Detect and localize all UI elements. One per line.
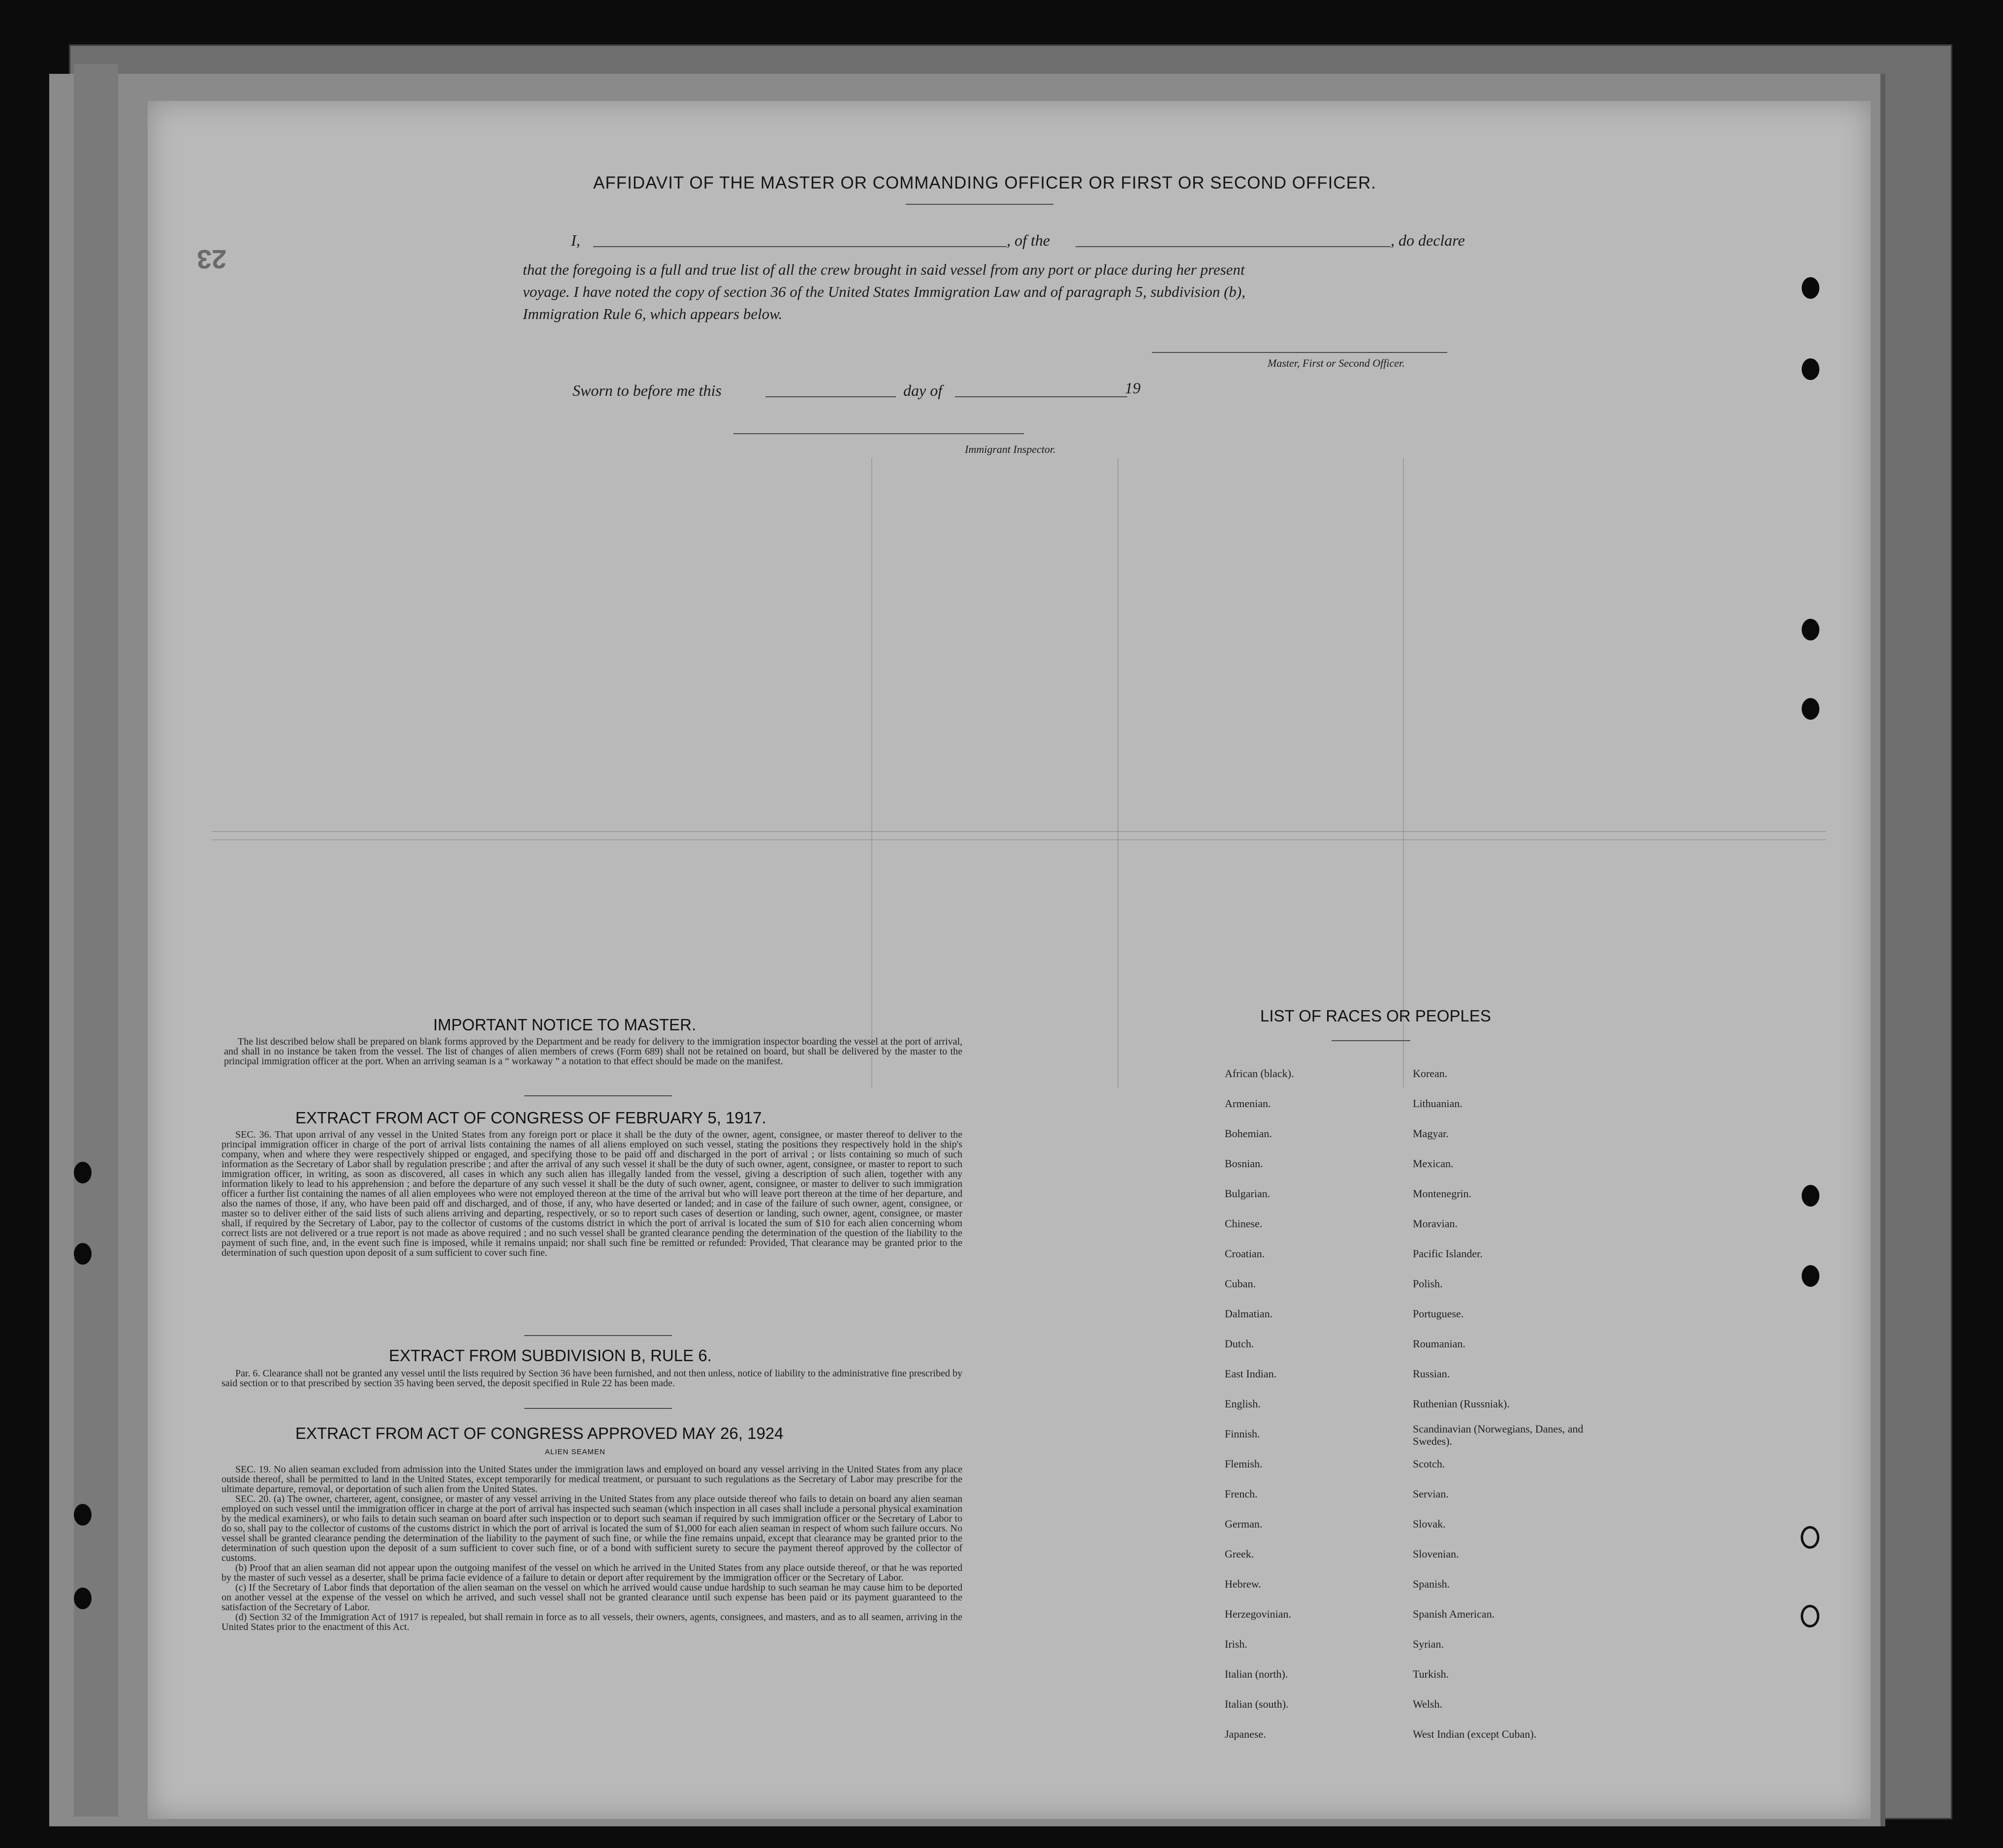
races-title: LIST OF RACES OR PEOPLES xyxy=(1260,1007,1491,1025)
sworn-day-blank xyxy=(765,396,896,397)
race-item: Slovenian. xyxy=(1413,1548,1459,1560)
notice-title: IMPORTANT NOTICE TO MASTER. xyxy=(433,1016,697,1034)
race-item: Syrian. xyxy=(1413,1638,1444,1650)
race-item: Mexican. xyxy=(1413,1157,1454,1170)
race-item: Korean. xyxy=(1413,1067,1448,1080)
section-divider xyxy=(524,1095,672,1096)
punch-hole xyxy=(74,1162,92,1183)
affidavit-title: AFFIDAVIT OF THE MASTER OR COMMANDING OFFICER OR FIRST OR SECOND OFFICER. xyxy=(593,173,1377,192)
punch-hole xyxy=(74,1504,92,1526)
punch-hole xyxy=(1802,619,1819,640)
punch-hole xyxy=(1802,698,1819,720)
punch-hole xyxy=(74,1243,92,1265)
binding-edge xyxy=(74,64,118,1816)
races-underline xyxy=(1332,1040,1410,1041)
race-item: Greek. xyxy=(1225,1548,1254,1560)
race-item: German. xyxy=(1225,1518,1263,1530)
affidavit-line-4: Immigration Rule 6, which appears below. xyxy=(523,305,783,322)
race-item: Spanish American. xyxy=(1413,1608,1495,1620)
extract-rule6-text xyxy=(222,1369,962,1388)
race-item: Italian (north). xyxy=(1225,1668,1288,1680)
punch-hole xyxy=(1802,358,1819,380)
race-item: Bulgarian. xyxy=(1225,1187,1271,1200)
races-left-column xyxy=(1225,1058,1294,1749)
extract-1917-text xyxy=(222,1130,962,1258)
sec-20b-paragraph: (b) Proof that an alien seaman did not appear upon the outgoing manifest of the vessel on which he arrived in the United States from any place outside thereof, or that he was reported by the master of such vessel as a deserter, shall be prima facie evidence of a failure to detain or deport after requirement by the immigration officer or the Secretary of Labor. xyxy=(222,1562,962,1583)
race-item: Bosnian. xyxy=(1225,1157,1263,1170)
section-36-paragraph: SEC. 36. That upon arrival of any vessel in the United States from any foreign port or place it shall be the duty of the owner, agent, consignee, or master thereof to deliver to the principal immigration officer in charge of the port of arrival lists containing the names of all aliens employed on such vessel, stating the positions they respectively hold in the ship's company, when and where they were respectively shipped or engaged, and specifying those to be paid off and discharged in the port of arrival ; or lists containing so much of such information as the Secretary of Labor shall by regulation prescribe ; and after the arrival of any such vessel it shall be the duty of such owner, agent, consignee, or master to report to such immigration officer, in writing, as soon as discovered, all cases in which any such alien has illegally landed from the vessel, giving a description of such alien, together with any information likely to lead to his apprehension ; and before the departure of any such vessel it shall be the duty of such owner, agent, consignee, or master to deliver to such immigration officer a further list containing the names of all alien employees who were not employed thereon at the time of the arrival but who will leave port thereon at the time of her departure, and also the names of those, if any, who have been paid off and discharged, and of those, if any, who have deserted or landed; and in case of the failure of such owner, agent, consignee, or master so to deliver either of the said lists of such aliens arriving and departing, respectively, or so to report such cases of desertion or landing, such owner, agent, consignee, or master shall, if required by the Secretary of Labor, pay to the collector of customs of the customs district in which the port of arrival is located the sum of $10 for each alien concerning whom correct lists are not delivered or a true report is not made as above required ; and no such vessel shall be granted clearance pending the determination of the question of the liability to the payment of such fine, and, in the event such fine is imposed, while it remains unpaid; nor shall such fine be remitted or refunded: Provided, That clearance may be granted prior to the determination of such question upon deposit of a sum sufficient to cover such fine. xyxy=(222,1129,962,1258)
race-item: Magyar. xyxy=(1413,1127,1449,1140)
inspector-signature-line xyxy=(733,433,1024,434)
sec-20c-paragraph: (c) If the Secretary of Labor finds that deportation of the alien seaman on the vessel on which he arrived would cause undue hardship to such seaman he may cause him to be deported on another vessel at the expense of the vessel on which he arrived, and such vessel shall not be granted clearance until such expense has been paid or its payment guaranteed to the satisfaction of the Secretary of Labor. xyxy=(222,1582,962,1613)
signature-line xyxy=(1152,352,1447,353)
day-of-text: day of xyxy=(903,382,943,399)
race-item: Montenegrin. xyxy=(1413,1187,1472,1200)
race-item: Scandinavian (Norwegians, Danes, and Swedes). xyxy=(1413,1423,1584,1447)
race-item: Cuban. xyxy=(1225,1277,1256,1290)
race-item: Italian (south). xyxy=(1225,1698,1289,1710)
race-item: Dalmatian. xyxy=(1225,1307,1273,1320)
race-item: Herzegovinian. xyxy=(1225,1608,1291,1620)
extract-rule6-title: EXTRACT FROM SUBDIVISION B, RULE 6. xyxy=(389,1346,712,1365)
race-item: Flemish. xyxy=(1225,1458,1263,1470)
race-item: Bohemian. xyxy=(1225,1127,1272,1140)
race-item: Finnish. xyxy=(1225,1428,1260,1440)
punch-hole xyxy=(1802,1265,1819,1287)
race-item: English. xyxy=(1225,1398,1261,1410)
punch-hole xyxy=(1801,1605,1819,1627)
race-item: Croatian. xyxy=(1225,1247,1265,1260)
punch-hole xyxy=(1802,277,1819,299)
affidavit-declare: , do declare xyxy=(1391,231,1465,249)
race-item: Spanish. xyxy=(1413,1578,1450,1590)
sec-20d-paragraph: (d) Section 32 of the Immigration Act of 1917 is repealed, but shall remain in force as to all vessels, their owners, agents, consignees, and masters, and as to all seamen, arriving in the United States prior to the enactment of this Act. xyxy=(222,1612,962,1632)
punch-hole xyxy=(74,1588,92,1609)
affidavit-line-2: that the foregoing is a full and true list of all the crew brought in said vessel from any port or place during her present xyxy=(523,261,1245,278)
race-item: Pacific Islander. xyxy=(1413,1247,1483,1260)
race-item: Japanese. xyxy=(1225,1728,1266,1740)
master-label: Master, First or Second Officer. xyxy=(1268,357,1405,369)
month-blank xyxy=(955,396,1127,397)
bleed-rule xyxy=(1117,458,1118,1088)
race-item: Chinese. xyxy=(1225,1217,1263,1230)
race-item: Portuguese. xyxy=(1413,1307,1464,1320)
race-item: Russian. xyxy=(1413,1368,1450,1380)
race-item: Dutch. xyxy=(1225,1338,1254,1350)
sec-19-paragraph: SEC. 19. No alien seaman excluded from admission into the United States under the immigration laws and employed on board any vessel arriving in the United States from any place outside thereof, shall be permitted to land in the United States, except temporarily for medical treatment, or pursuant to such regulations as the Secretary of Labor may prescribe for the ultimate departure, removal, or deportation of such alien from the United States. xyxy=(222,1464,962,1495)
section-divider xyxy=(524,1335,672,1336)
extract-1924-text xyxy=(222,1465,962,1632)
bleed-rule xyxy=(1403,458,1404,1088)
bleed-rule xyxy=(212,831,1826,832)
extract-1917-title: EXTRACT FROM ACT OF CONGRESS OF FEBRUARY 5, 1917. xyxy=(295,1109,766,1127)
title-underline xyxy=(906,204,1053,205)
extract-1924-title: EXTRACT FROM ACT OF CONGRESS APPROVED MAY 26, 1924 xyxy=(295,1424,784,1442)
sec-20a-paragraph: SEC. 20. (a) The owner, charterer, agent, consignee, or master of any vessel arriving in the United States from any place outside thereof who fails to detain on board any alien seaman employed on such vessel until the immigration officer in charge at the port of arrival has inspected such seaman (which inspection in all cases shall include a personal physical examination by the medical examiners), or who fails to detain such seaman on board after such inspection or to deport such seaman if required by such immigration officer or the Secretary of Labor to do so, shall pay to the collector of customs of the customs district in which the port of arrival is located the sum of $1,000 for each alien seaman in respect of whom such failure occurs. No vessel shall be granted clearance pending the determination of the liability to the payment of such fine, or while the fine remains unpaid, except that clearance may be granted prior to the determination of such question upon the deposit of a sum sufficient to cover such fine, or of a bond with sufficient surety to secure the payment thereof approved by the collector of customs. xyxy=(222,1494,962,1563)
race-item: Scotch. xyxy=(1413,1458,1445,1470)
section-divider xyxy=(524,1408,672,1409)
year-prefix: 19 xyxy=(1125,379,1141,397)
race-item: Ruthenian (Russniak). xyxy=(1413,1398,1510,1410)
alien-seamen-subtitle: ALIEN SEAMEN xyxy=(545,1448,605,1456)
race-item: Armenian. xyxy=(1225,1097,1271,1110)
race-item: West Indian (except Cuban). xyxy=(1413,1728,1537,1740)
affidavit-line-3: voyage. I have noted the copy of section 36 of the United States Immigration Law and of paragraph 5, subdivision (b), xyxy=(523,283,1245,300)
race-item: Irish. xyxy=(1225,1638,1247,1650)
bleed-rule xyxy=(212,839,1826,840)
punch-hole xyxy=(1801,1526,1819,1549)
race-item: Lithuanian. xyxy=(1413,1097,1463,1110)
race-item: Slovak. xyxy=(1413,1518,1446,1530)
race-item: Servian. xyxy=(1413,1488,1449,1500)
race-item: African (black). xyxy=(1225,1067,1294,1080)
page-number: 23 xyxy=(197,244,227,274)
sworn-text: Sworn to before me this xyxy=(572,382,722,399)
race-item: Polish. xyxy=(1413,1277,1443,1290)
race-item: French. xyxy=(1225,1488,1258,1500)
bleed-rule xyxy=(871,458,872,1088)
par-6-paragraph: Par. 6. Clearance shall not be granted any vessel until the lists required by Section 36 have been furnished, and not then unless, notice of liability to the administrative fine prescribed by said section or to that prescribed by section 35 having been served, the deposit specified in Rule 22 has been made. xyxy=(222,1368,962,1389)
inspector-label: Immigrant Inspector. xyxy=(965,443,1056,455)
race-item: Turkish. xyxy=(1413,1668,1449,1680)
notice-paragraph: The list described below shall be prepared on blank forms approved by the Department and be ready for delivery to the immigration inspector boarding the vessel at the port of arrival, and shall in no instance be taken from the vessel. The list of changes of alien members of crews (Form 689) shall not be retained on board, but shall be delivered by the master to the principal immigration officer at the port. When an arriving seaman is a “ workaway ” a notation to that effect should be made on the manifest. xyxy=(224,1036,962,1067)
vessel-blank xyxy=(1076,246,1391,247)
race-item: East Indian. xyxy=(1225,1368,1277,1380)
race-item: Welsh. xyxy=(1413,1698,1442,1710)
affidavit-i: I, xyxy=(571,231,580,249)
races-right-column xyxy=(1413,1058,1624,1749)
race-item: Roumanian. xyxy=(1413,1338,1465,1350)
notice-text xyxy=(224,1037,962,1066)
race-item: Hebrew. xyxy=(1225,1578,1261,1590)
punch-hole xyxy=(1802,1185,1819,1207)
race-item: Moravian. xyxy=(1413,1217,1458,1230)
affidavit-of-the: , of the xyxy=(1007,231,1050,249)
name-blank xyxy=(593,246,1007,247)
